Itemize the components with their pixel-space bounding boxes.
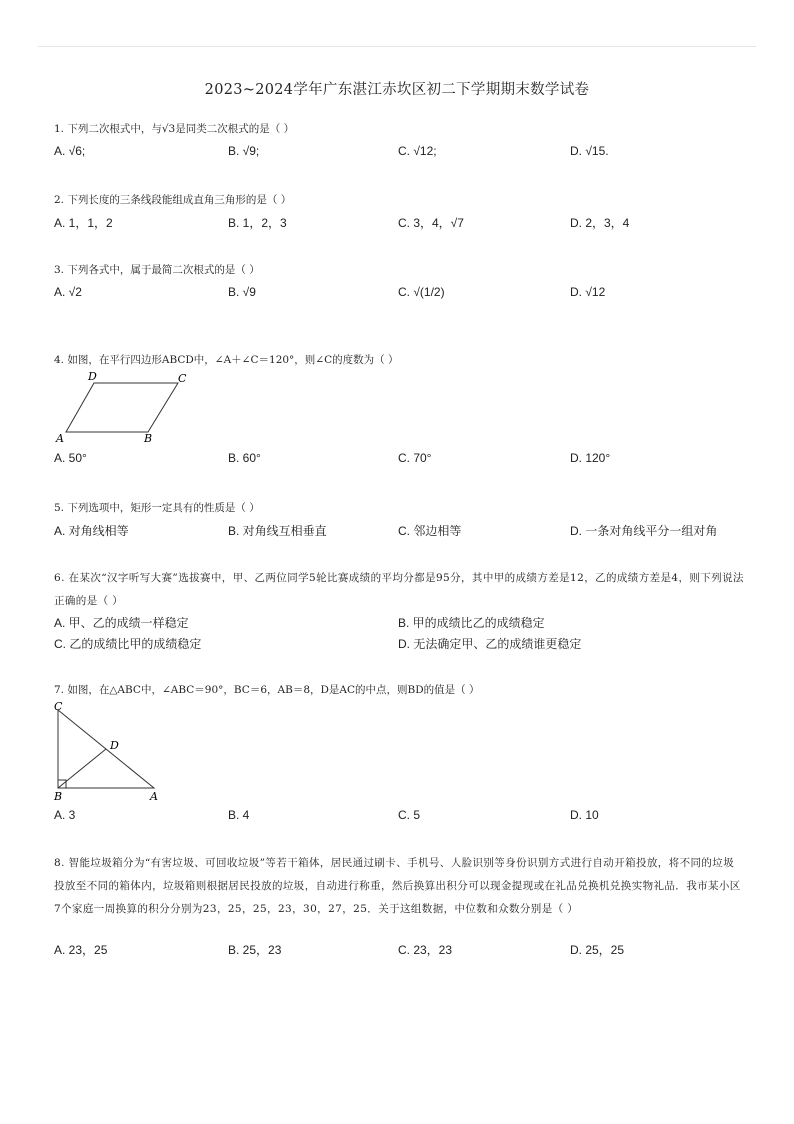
q7-option-b[interactable]: B. 4 (228, 808, 250, 822)
question-1-stem: 1. 下列二次根式中，与√3是同类二次根式的是（ ） (54, 123, 295, 135)
q3-option-c[interactable]: C. √(1/2) (398, 285, 445, 299)
q5-option-b[interactable]: B. 对角线互相垂直 (228, 524, 327, 538)
q8-option-c[interactable]: C. 23，23 (398, 943, 453, 957)
header-rule (38, 46, 756, 47)
q4-option-c[interactable]: C. 70° (398, 451, 432, 465)
question-3-stem: 3. 下列各式中，属于最简二次根式的是（ ） (54, 264, 260, 276)
vertex-label-d: D (110, 739, 119, 752)
q8-option-b[interactable]: B. 25，23 (228, 943, 282, 957)
q2-option-c[interactable]: C. 3，4，√7 (398, 216, 464, 230)
question-5-stem: 5. 下列选项中，矩形一定具有的性质是（ ） (54, 502, 260, 514)
q6-option-a[interactable]: A. 甲、乙的成绩一样稳定 (54, 616, 189, 630)
q5-option-c[interactable]: C. 邻边相等 (398, 524, 462, 538)
q1-option-d[interactable]: D. √15. (570, 144, 609, 158)
vertex-label-b: B (144, 432, 153, 445)
q4-option-b[interactable]: B. 60° (228, 451, 261, 465)
q1-option-c[interactable]: C. √12; (398, 144, 437, 158)
q6-option-c[interactable]: C. 乙的成绩比甲的成绩稳定 (54, 637, 202, 651)
q4-option-d[interactable]: D. 120° (570, 451, 611, 465)
q8-option-a[interactable]: A. 23，25 (54, 943, 108, 957)
page-title: 2023~2024学年广东湛江赤坎区初二下学期期末数学试卷 (204, 82, 590, 98)
q2-option-d[interactable]: D. 2，3，4 (570, 216, 630, 230)
q8-option-d[interactable]: D. 25，25 (570, 943, 625, 957)
question-2-stem: 2. 下列长度的三条线段能组成直角三角形的是（ ） (54, 194, 292, 206)
q6-option-d[interactable]: D. 无法确定甲、乙的成绩谁更稳定 (398, 637, 582, 651)
q3-option-a[interactable]: A. √2 (54, 285, 82, 299)
q1-option-a[interactable]: A. √6; (54, 144, 86, 158)
q5-option-a[interactable]: A. 对角线相等 (54, 524, 129, 538)
vertex-label-b: B (54, 790, 63, 803)
vertex-label-a: A (150, 790, 158, 803)
q2-option-b[interactable]: B. 1，2，3 (228, 216, 287, 230)
vertex-label-c: C (178, 372, 187, 385)
q3-option-b[interactable]: B. √9 (228, 285, 256, 299)
question-4-stem: 4. 如图，在平行四边形ABCD中，∠A＋∠C＝120°，则∠C的度数为（ ） (54, 354, 399, 366)
vertex-label-d: D (88, 370, 97, 383)
vertex-label-a: A (56, 432, 64, 445)
q5-option-d[interactable]: D. 一条对角线平分一组对角 (570, 524, 718, 538)
q3-option-d[interactable]: D. √12 (570, 285, 606, 299)
q7-option-a[interactable]: A. 3 (54, 808, 76, 822)
q6-option-b[interactable]: B. 甲的成绩比乙的成绩稳定 (398, 616, 545, 630)
vertex-label-c: C (54, 700, 63, 713)
q2-option-a[interactable]: A. 1，1，2 (54, 216, 113, 230)
question-7-stem: 7. 如图，在△ABC中，∠ABC＝90°，BC＝6，AB＝8，D是AC的中点，则BD的值是（ ） (54, 684, 480, 696)
question-8-stem: 8. 智能垃圾箱分为“有害垃圾、可回收垃圾”等若干箱体，居民通过刷卡、手机号、人脸识别等身份识别方式进行自动开箱投放，将不同的垃圾投放至不同的箱体内，垃圾箱则根据居民投放的垃圾，自动进行称重，然后换算出积分可以现金提现或在礼品兑换机兑换实物礼品．我市某小区7个家庭一周换算的积分分别为23，25，25，23，30，27，25．关于这组数据，中位数和众数分别是（ ） (54, 857, 741, 915)
right-triangle-figure (50, 700, 170, 806)
q1-option-b[interactable]: B. √9; (228, 144, 260, 158)
q7-option-d[interactable]: D. 10 (570, 808, 599, 822)
question-6-stem: 6. 在某次“汉字听写大赛”选拔赛中，甲、乙两位同学5轮比赛成绩的平均分都是95分，其中甲的成绩方差是12，乙的成绩方差是4，则下列说法正确的是（ ） (54, 572, 744, 607)
q4-option-a[interactable]: A. 50° (54, 451, 87, 465)
parallelogram-figure (52, 368, 202, 446)
q7-option-c[interactable]: C. 5 (398, 808, 421, 822)
